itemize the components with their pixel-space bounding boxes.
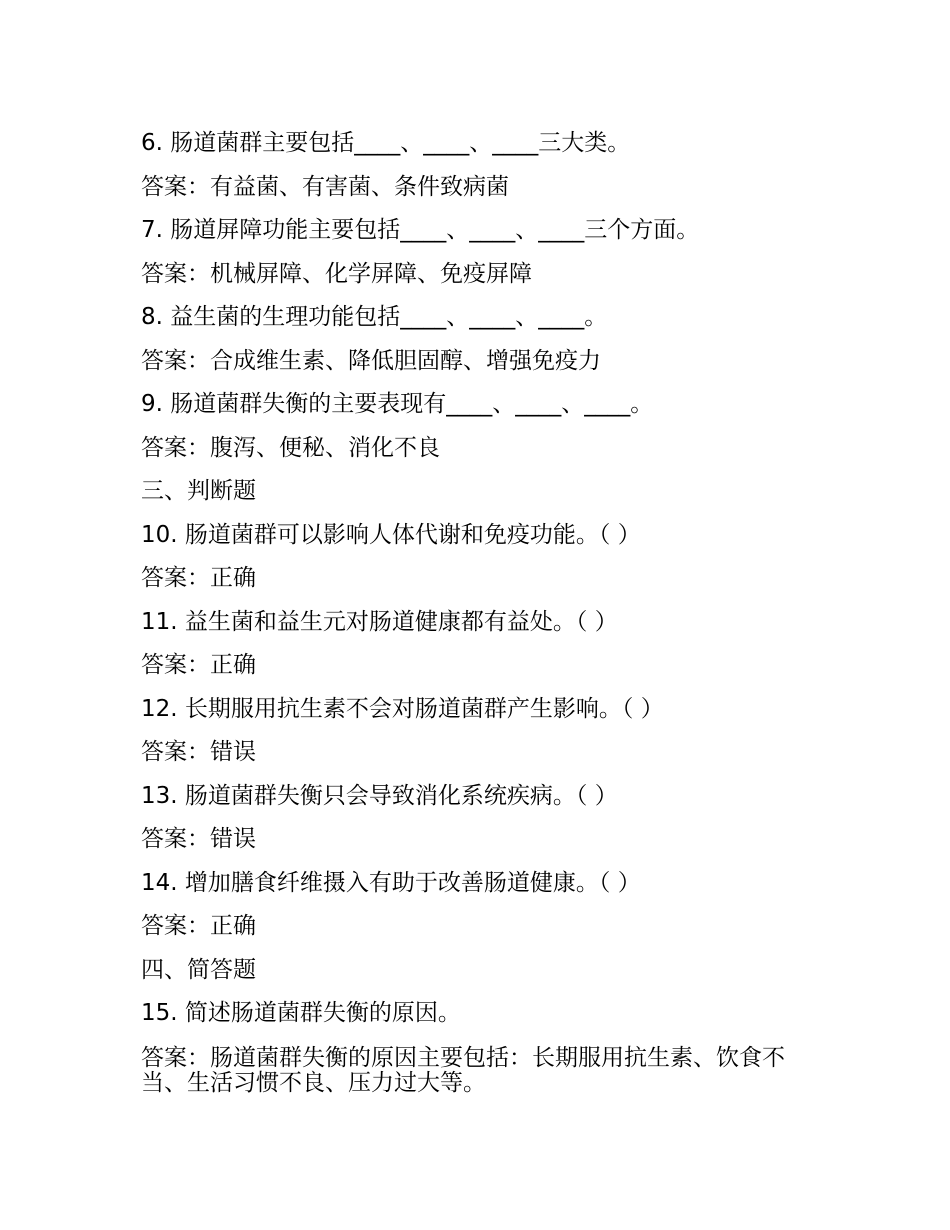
question-14: 14. 增加膳食纤维摄入有助于改善肠道健康。（ ） [141,869,641,896]
question-7: 7. 肠道屏障功能主要包括____、____、____三个方面。 [141,217,700,243]
page-content [141,122,821,1096]
question-15: 15. 简述肠道菌群失衡的原因。 [141,1000,461,1026]
answer-10: 答案：正确 [141,565,256,591]
answer-14: 答案：正确 [141,913,256,939]
answer-12: 答案：错误 [141,739,256,765]
answer-9: 答案：腹泻、便秘、消化不良 [141,434,440,461]
question-8: 8. 益生菌的生理功能包括____、____、____。 [141,304,608,330]
question-6: 6. 肠道菌群主要包括____、____、____三大类。 [141,130,631,156]
section-heading-short-answer: 四、简答题 [141,956,256,983]
answer-7: 答案：机械屏障、化学屏障、免疫屏障 [141,260,532,287]
question-12: 12. 长期服用抗生素不会对肠道菌群产生影响。（ ） [141,695,664,722]
question-10: 10. 肠道菌群可以影响人体代谢和免疫功能。（ ） [141,521,641,548]
answer-15: 答案：肠道菌群失衡的原因主要包括：长期服用抗生素、饮食不当、生活习惯不良、压力过大等。 [141,1044,785,1096]
question-13: 13. 肠道菌群失衡只会导致消化系统疾病。（ ） [141,782,618,809]
question-11: 11. 益生菌和益生元对肠道健康都有益处。（ ） [141,608,618,635]
answer-6: 答案：有益菌、有害菌、条件致病菌 [141,173,509,200]
question-9: 9. 肠道菌群失衡的主要表现有____、____、____。 [141,391,654,417]
answer-8: 答案：合成维生素、降低胆固醇、增强免疫力 [141,347,601,374]
section-heading-true-false: 三、判断题 [141,478,256,504]
answer-11: 答案：正确 [141,652,256,678]
answer-13: 答案：错误 [141,826,256,852]
